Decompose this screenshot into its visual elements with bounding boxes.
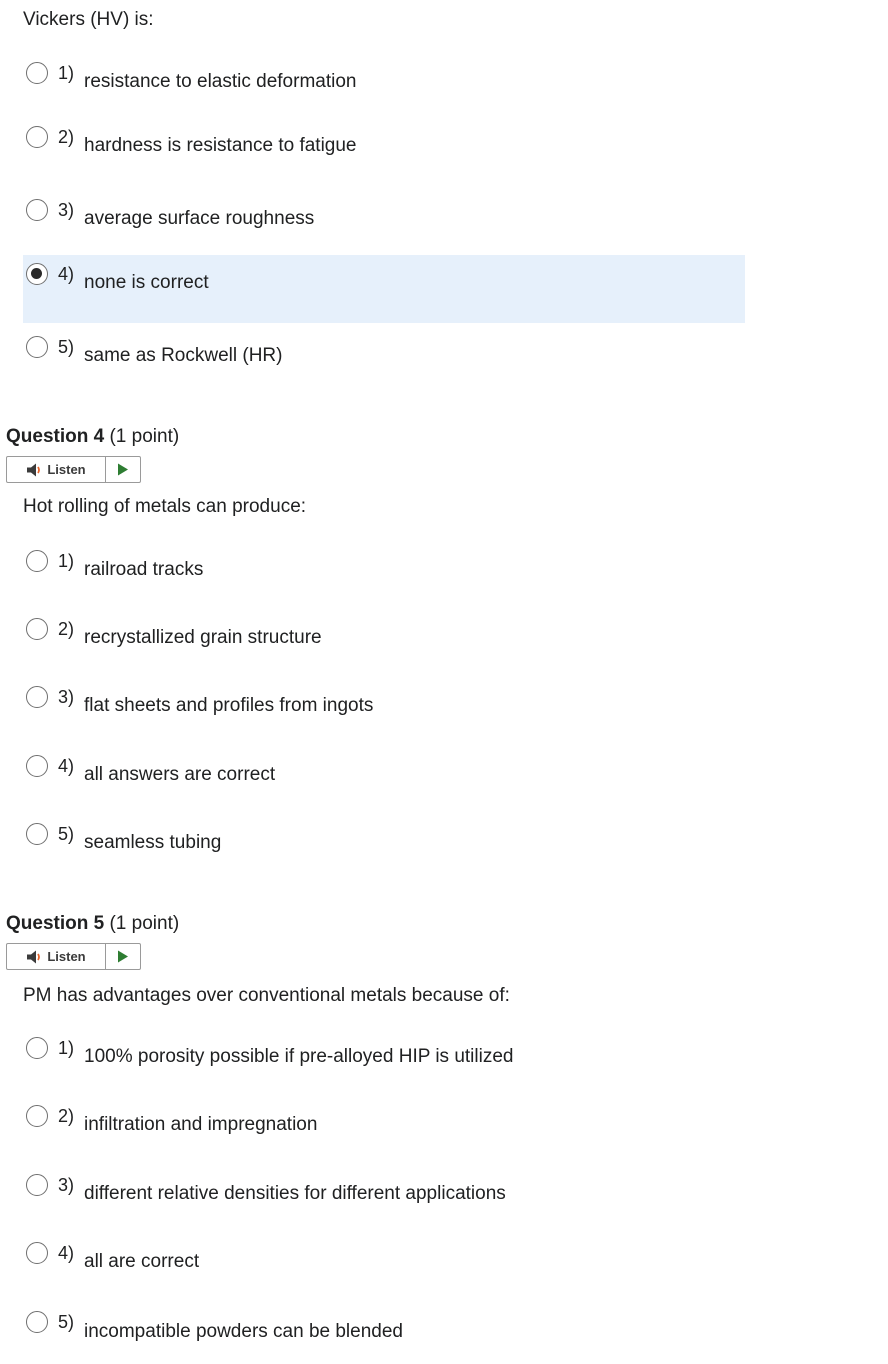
option-number: 1) xyxy=(58,551,75,571)
option-text: same as Rockwell (HR) xyxy=(84,345,283,366)
radio-button[interactable] xyxy=(26,1242,48,1264)
option-number: 4) xyxy=(58,1243,75,1263)
speaker-icon xyxy=(26,463,42,477)
listen-label: Listen xyxy=(47,949,86,964)
radio-button[interactable] xyxy=(26,1174,48,1196)
q5-option-3[interactable] xyxy=(23,1166,745,1234)
question-5-header xyxy=(6,913,179,935)
option-text: different relative densities for different applications xyxy=(84,1183,506,1204)
radio-button[interactable] xyxy=(26,1037,48,1059)
radio-button[interactable] xyxy=(26,550,48,572)
option-text: all answers are correct xyxy=(84,764,276,785)
radio-button[interactable] xyxy=(26,1311,48,1333)
option-text: recrystallized grain structure xyxy=(84,627,322,648)
option-number: 1) xyxy=(58,63,75,83)
play-button[interactable] xyxy=(106,457,140,482)
option-number: 2) xyxy=(58,1106,75,1126)
listen-button[interactable] xyxy=(7,944,106,969)
radio-button[interactable] xyxy=(26,199,48,221)
radio-button-checked[interactable] xyxy=(26,263,48,285)
speaker-icon xyxy=(26,950,42,964)
option-number: 4) xyxy=(58,756,75,776)
q3-option-1[interactable] xyxy=(23,54,745,122)
radio-checked-dot xyxy=(31,268,42,279)
option-number: 3) xyxy=(58,687,75,707)
option-number: 3) xyxy=(58,200,75,220)
q3-option-4-selected[interactable] xyxy=(23,255,745,323)
radio-button[interactable] xyxy=(26,823,48,845)
q4-option-3[interactable] xyxy=(23,678,745,746)
option-text: incompatible powders can be blended xyxy=(84,1321,403,1342)
option-text: none is correct xyxy=(84,272,209,293)
option-number: 2) xyxy=(58,619,75,639)
q5-option-5[interactable] xyxy=(23,1292,745,1360)
radio-button[interactable] xyxy=(26,755,48,777)
listen-widget xyxy=(6,943,141,970)
option-number: 5) xyxy=(58,1312,75,1332)
play-icon xyxy=(117,463,129,476)
option-text: railroad tracks xyxy=(84,559,204,580)
option-text: hardness is resistance to fatigue xyxy=(84,135,357,156)
question-4-header xyxy=(6,426,179,448)
listen-button[interactable] xyxy=(7,457,106,482)
option-number: 5) xyxy=(58,824,75,844)
radio-button[interactable] xyxy=(26,336,48,358)
q5-option-2[interactable] xyxy=(23,1097,745,1165)
option-text: flat sheets and profiles from ingots xyxy=(84,695,374,716)
option-number: 5) xyxy=(58,337,75,357)
listen-label: Listen xyxy=(47,462,86,477)
question-points: (1 point) xyxy=(109,913,180,934)
question-points: (1 point) xyxy=(109,426,180,447)
radio-button[interactable] xyxy=(26,126,48,148)
radio-button[interactable] xyxy=(26,618,48,640)
option-text: infiltration and impregnation xyxy=(84,1114,318,1135)
question-3-stem: Vickers (HV) is: xyxy=(23,9,154,30)
q4-option-2[interactable] xyxy=(23,610,745,678)
play-button[interactable] xyxy=(106,944,140,969)
option-number: 2) xyxy=(58,127,75,147)
question-4-stem: Hot rolling of metals can produce: xyxy=(23,496,307,517)
q3-option-5[interactable] xyxy=(23,328,745,396)
option-text: average surface roughness xyxy=(84,208,315,229)
option-number: 3) xyxy=(58,1175,75,1195)
listen-widget xyxy=(6,456,141,483)
question-number: Question 4 xyxy=(6,426,105,447)
radio-button[interactable] xyxy=(26,686,48,708)
option-number: 1) xyxy=(58,1038,75,1058)
question-5-stem: PM has advantages over conventional metals because of: xyxy=(23,985,510,1006)
option-text: seamless tubing xyxy=(84,832,222,853)
option-text: 100% porosity possible if pre-alloyed HIP is utilized xyxy=(84,1046,514,1067)
q3-option-3[interactable] xyxy=(23,191,745,259)
q4-option-4[interactable] xyxy=(23,747,745,815)
question-number: Question 5 xyxy=(6,913,105,934)
q3-option-2[interactable] xyxy=(23,118,745,186)
option-text: all are correct xyxy=(84,1251,200,1272)
option-text: resistance to elastic deformation xyxy=(84,71,357,92)
play-icon xyxy=(117,950,129,963)
q4-option-5[interactable] xyxy=(23,815,745,883)
radio-button[interactable] xyxy=(26,1105,48,1127)
radio-button[interactable] xyxy=(26,62,48,84)
q5-option-1[interactable] xyxy=(23,1029,745,1097)
option-number: 4) xyxy=(58,264,75,284)
q4-option-1[interactable] xyxy=(23,542,745,610)
